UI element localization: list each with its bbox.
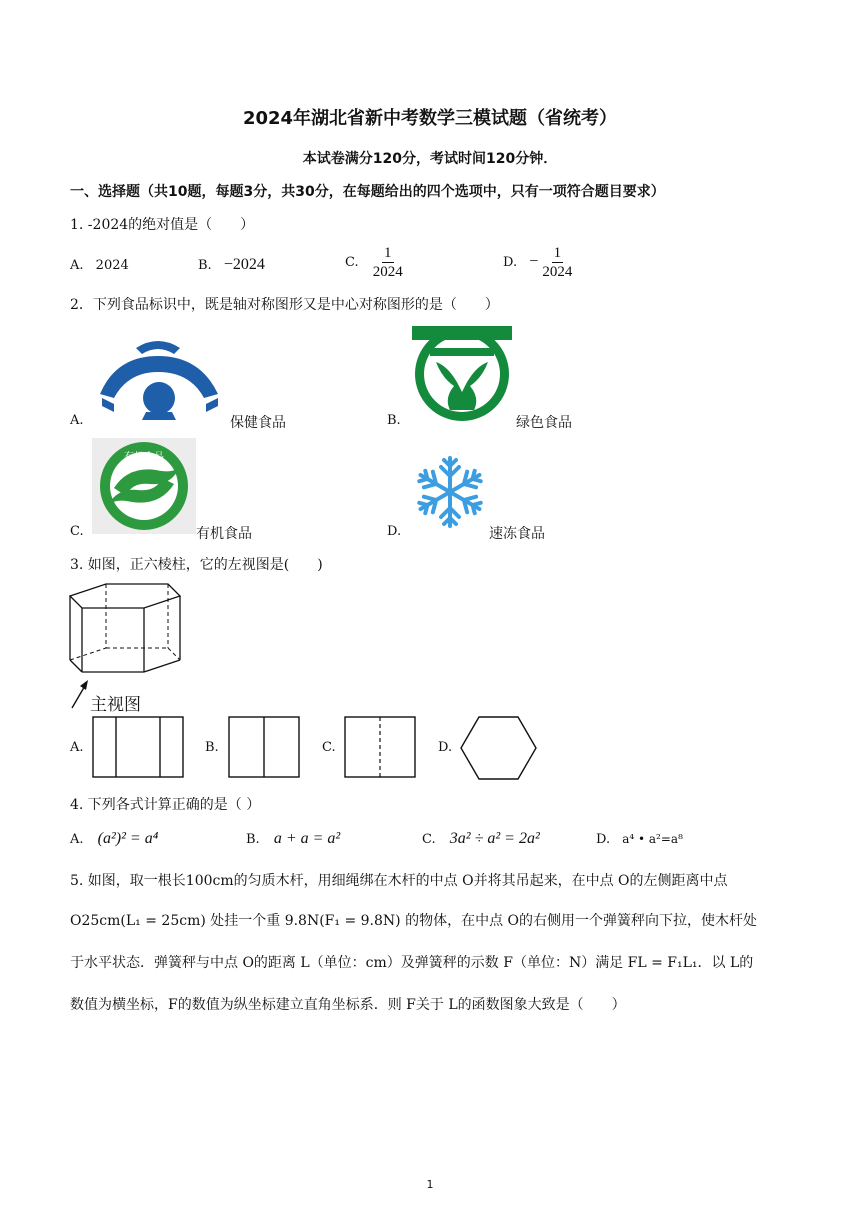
q4-option-b: [246, 830, 340, 848]
hexagonal-prism-figure: [66, 582, 186, 682]
q2-b-label: B.: [387, 413, 401, 428]
q3-option-d-hexagon: [460, 716, 538, 782]
q1-d-fraction: [542, 244, 572, 281]
q4-b-expr: a + a = a²: [273, 830, 341, 847]
q5-line-3: 于水平状态．弹簧秤与中点 O的距离 L（单位：cm）及弹簧秤的示数 F（单位：N）满足 FL = F₁L₁．以 L的: [70, 955, 754, 971]
page-title: 2024年湖北省新中考数学三模试题（省统考）: [242, 108, 618, 129]
q1-option-d: [503, 244, 572, 281]
q1-option-c: [345, 244, 403, 281]
q1-d-label: D.: [503, 255, 518, 270]
q1-option-b: [198, 256, 265, 274]
section-heading: 一、选择题（共10题，每题3分，共30分，在每题给出的四个选项中，只有一项符合题目要求）: [70, 184, 665, 200]
q2-b-caption: 绿色食品: [516, 415, 572, 431]
q1-d-sign: −: [529, 253, 539, 270]
q2-a-caption: 保健食品: [230, 415, 286, 431]
q1-c-numerator: 1: [384, 245, 392, 261]
q3-stem: 3. 如图，正六棱柱，它的左视图是( ): [70, 557, 323, 573]
green-food-logo: [412, 326, 512, 422]
q4-a-label: A.: [70, 832, 84, 847]
q3-c-label: C.: [322, 740, 336, 755]
q4-c-expr: 3a² ÷ a² = 2a²: [449, 830, 540, 847]
health-food-logo: [92, 332, 230, 424]
q5-line-2: O25cm(L₁ = 25cm) 处挂一个重 9.8N(F₁ = 9.8N) 的物体，在中点 O的右侧用一个弹簧秤向下拉，使木杆处: [70, 913, 757, 929]
front-view-label: 主视图: [90, 695, 141, 715]
q4-stem: 4. 下列各式计算正确的是（ ）: [70, 797, 261, 813]
q1-d-numerator: 1: [553, 245, 562, 261]
q2-d-label: D.: [387, 524, 402, 539]
q1-a-label: A.: [70, 258, 84, 273]
q3-d-label: D.: [438, 740, 453, 755]
q2-d-caption: 速冻食品: [489, 526, 545, 542]
q4-c-label: C.: [422, 832, 436, 847]
q2-a-label: A.: [70, 413, 84, 428]
q3-option-b-figure: [228, 716, 302, 780]
q2-c-caption: 有机食品: [196, 526, 252, 542]
q5-line-4: 数值为横坐标，F的数值为纵坐标建立直角坐标系．则 F关于 L的函数图象大致是（ ）: [70, 997, 626, 1013]
q1-c-denominator: 2024: [372, 264, 403, 280]
snowflake-logo: [410, 452, 490, 532]
q4-option-d: [596, 832, 683, 847]
q1-b-label: B.: [198, 258, 212, 273]
q3-b-label: B.: [205, 740, 219, 755]
q1-a-value: 2024: [95, 258, 129, 273]
q5-line-1: 5. 如图，取一根长100cm的匀质木杆，用细绳绑在木杆的中点 O并将其吊起来，在中点 O的左侧距离中点: [70, 873, 728, 889]
q1-stem: 1. -2024的绝对值是（ ）: [70, 217, 255, 233]
q2-stem: 2．下列食品标识中，既是轴对称图形又是中心对称图形的是（ ）: [70, 297, 499, 313]
q4-b-label: B.: [246, 832, 260, 847]
organic-logo-text: 有机食品: [124, 452, 164, 463]
page-number: 1: [426, 1178, 434, 1191]
q1-c-fraction: [373, 244, 403, 281]
q3-option-c-figure: [344, 716, 418, 780]
q4-option-c: [422, 830, 540, 848]
q1-c-label: C.: [345, 255, 359, 270]
organic-food-logo: [92, 438, 196, 534]
q4-a-expr: (a²)² = a⁴: [97, 830, 159, 847]
q3-a-label: A.: [70, 740, 84, 755]
exam-subtitle: 本试卷满分120分，考试时间120分钟．: [302, 151, 558, 167]
q1-option-a: [70, 258, 129, 273]
q4-option-a: [70, 830, 158, 848]
q1-b-value: −2024: [223, 256, 265, 273]
q3-option-a-figure: [92, 716, 186, 780]
viewing-arrow-icon: [70, 680, 92, 710]
q4-d-label: D.: [596, 832, 611, 847]
q1-d-denominator: 2024: [542, 264, 573, 280]
q2-c-label: C.: [70, 524, 84, 539]
q4-d-expr: a⁴ • a²=a⁸: [622, 832, 683, 846]
